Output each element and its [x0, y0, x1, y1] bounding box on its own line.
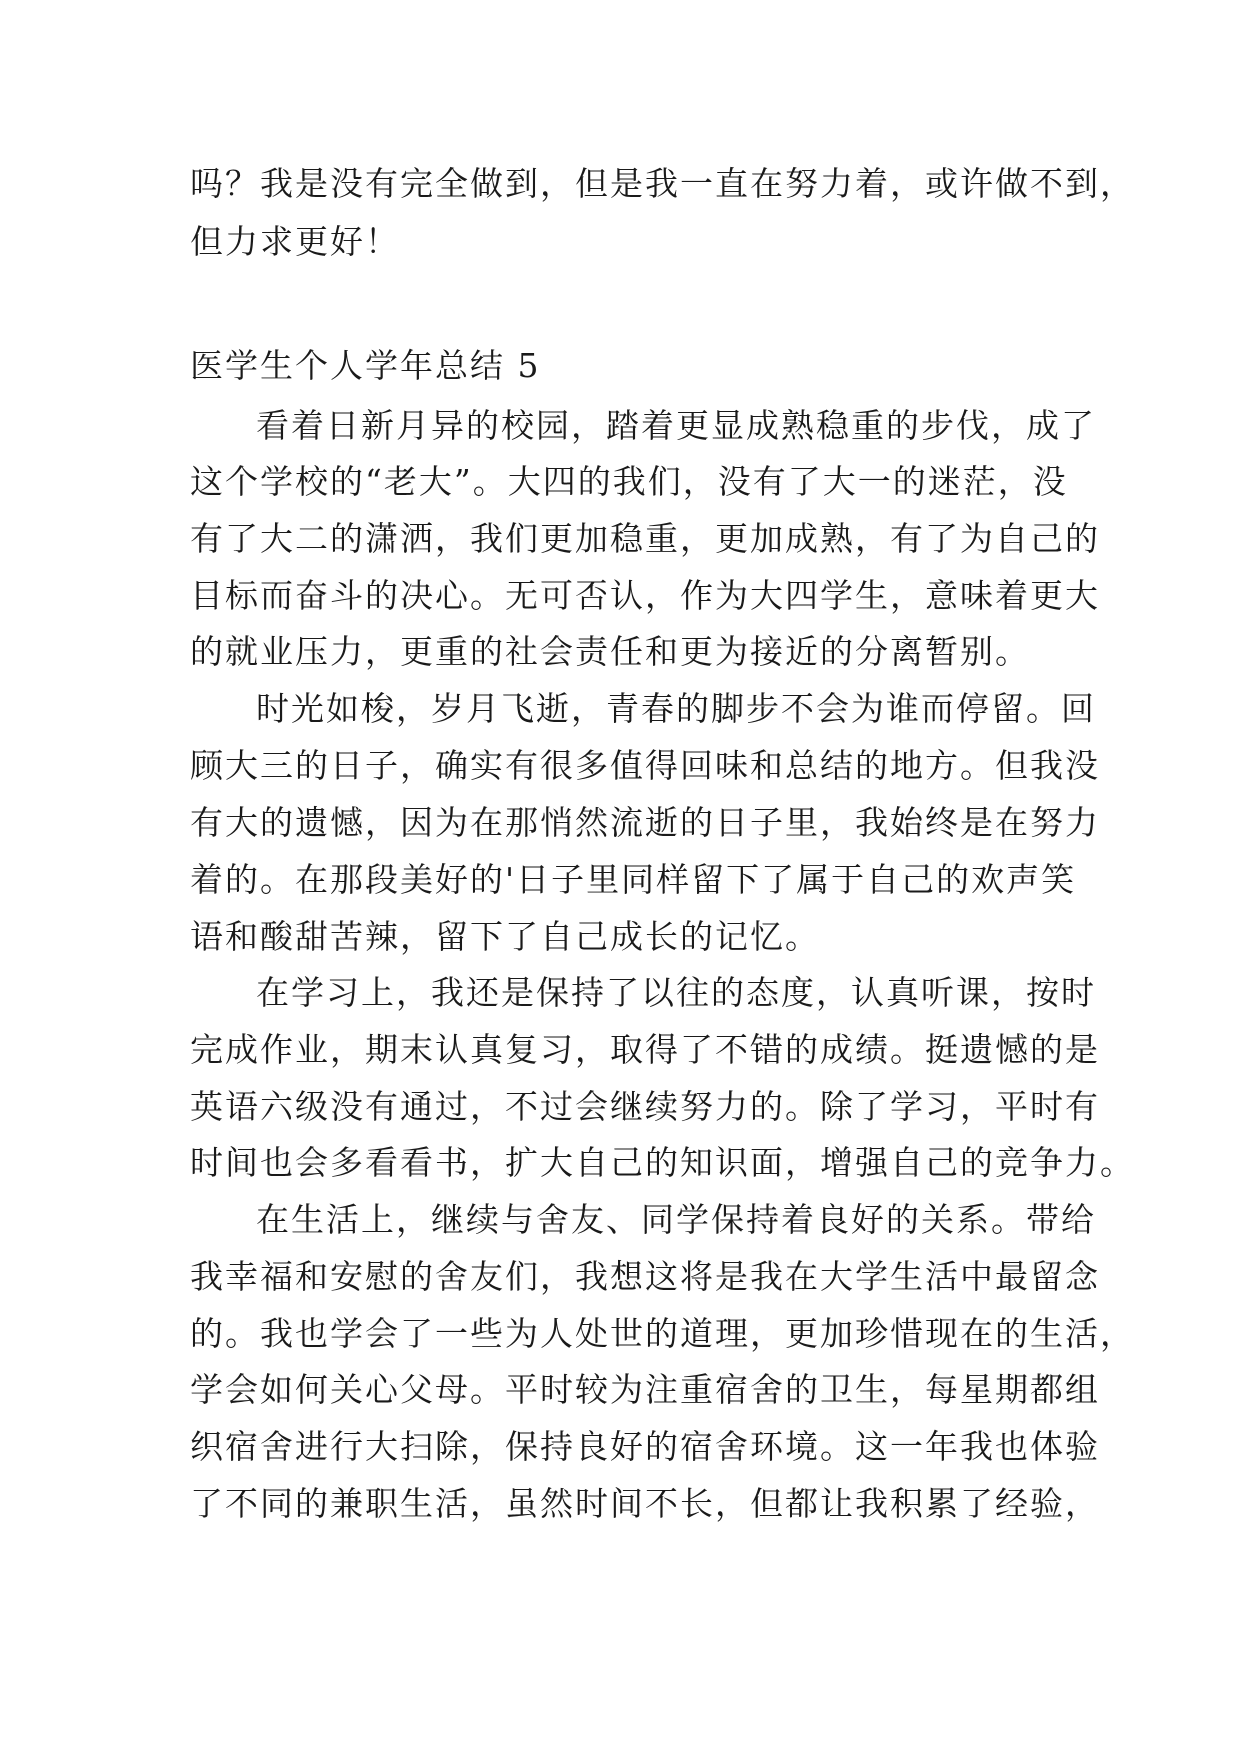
paragraph-line: 完成作业，期末认真复习，取得了不错的成绩。挺遗憾的是 — [190, 1030, 1100, 1069]
paragraph-line: 学会如何关心父母。平时较为注重宿舍的卫生，每星期都组 — [190, 1370, 1100, 1409]
paragraph-line: 了不同的兼职生活，虽然时间不长，但都让我积累了经验， — [190, 1484, 1100, 1523]
paragraph-line: 有大的遗憾，因为在那悄然流逝的日子里，我始终是在努力 — [190, 803, 1100, 842]
paragraph-line: 看着日新月异的校园，踏着更显成熟稳重的步伐，成了 — [256, 406, 1096, 445]
text-line: 吗？我是没有完全做到，但是我一直在努力着，或许做不到， — [190, 164, 1135, 203]
paragraph-line: 目标而奋斗的决心。无可否认，作为大四学生，意味着更大 — [190, 576, 1100, 615]
paragraph-line: 这个学校的“老大”。大四的我们，没有了大一的迷茫，没 — [190, 462, 1068, 501]
paragraph-line: 着的。在那段美好的'日子里同样留下了属于自己的欢声笑 — [190, 860, 1077, 899]
paragraph-line: 语和酸甜苦辣，留下了自己成长的记忆。 — [190, 917, 820, 956]
paragraph-line: 时光如梭，岁月飞逝，青春的脚步不会为谁而停留。回 — [256, 689, 1096, 728]
paragraph-line: 织宿舍进行大扫除，保持良好的宿舍环境。这一年我也体验 — [190, 1427, 1100, 1466]
paragraph-line: 英语六级没有通过，不过会继续努力的。除了学习，平时有 — [190, 1087, 1100, 1126]
paragraph-line: 在生活上，继续与舍友、同学保持着良好的关系。带给 — [256, 1200, 1096, 1239]
paragraph-line: 的。我也学会了一些为人处世的道理，更加珍惜现在的生活， — [190, 1314, 1135, 1353]
paragraph-line: 的就业压力，更重的社会责任和更为接近的分离暂别。 — [190, 632, 1030, 671]
paragraph-line: 有了大二的潇洒，我们更加稳重，更加成熟，有了为自己的 — [190, 519, 1100, 558]
text-line: 但力求更好！ — [190, 222, 400, 261]
paragraph-line: 时间也会多看看书，扩大自己的知识面，增强自己的竞争力。 — [190, 1143, 1135, 1182]
paragraph-line: 在学习上，我还是保持了以往的态度，认真听课，按时 — [256, 973, 1096, 1012]
paragraph-line: 顾大三的日子，确实有很多值得回味和总结的地方。但我没 — [190, 746, 1100, 785]
section-heading: 医学生个人学年总结 5 — [190, 346, 541, 385]
paragraph-line: 我幸福和安慰的舍友们，我想这将是我在大学生活中最留念 — [190, 1257, 1100, 1296]
